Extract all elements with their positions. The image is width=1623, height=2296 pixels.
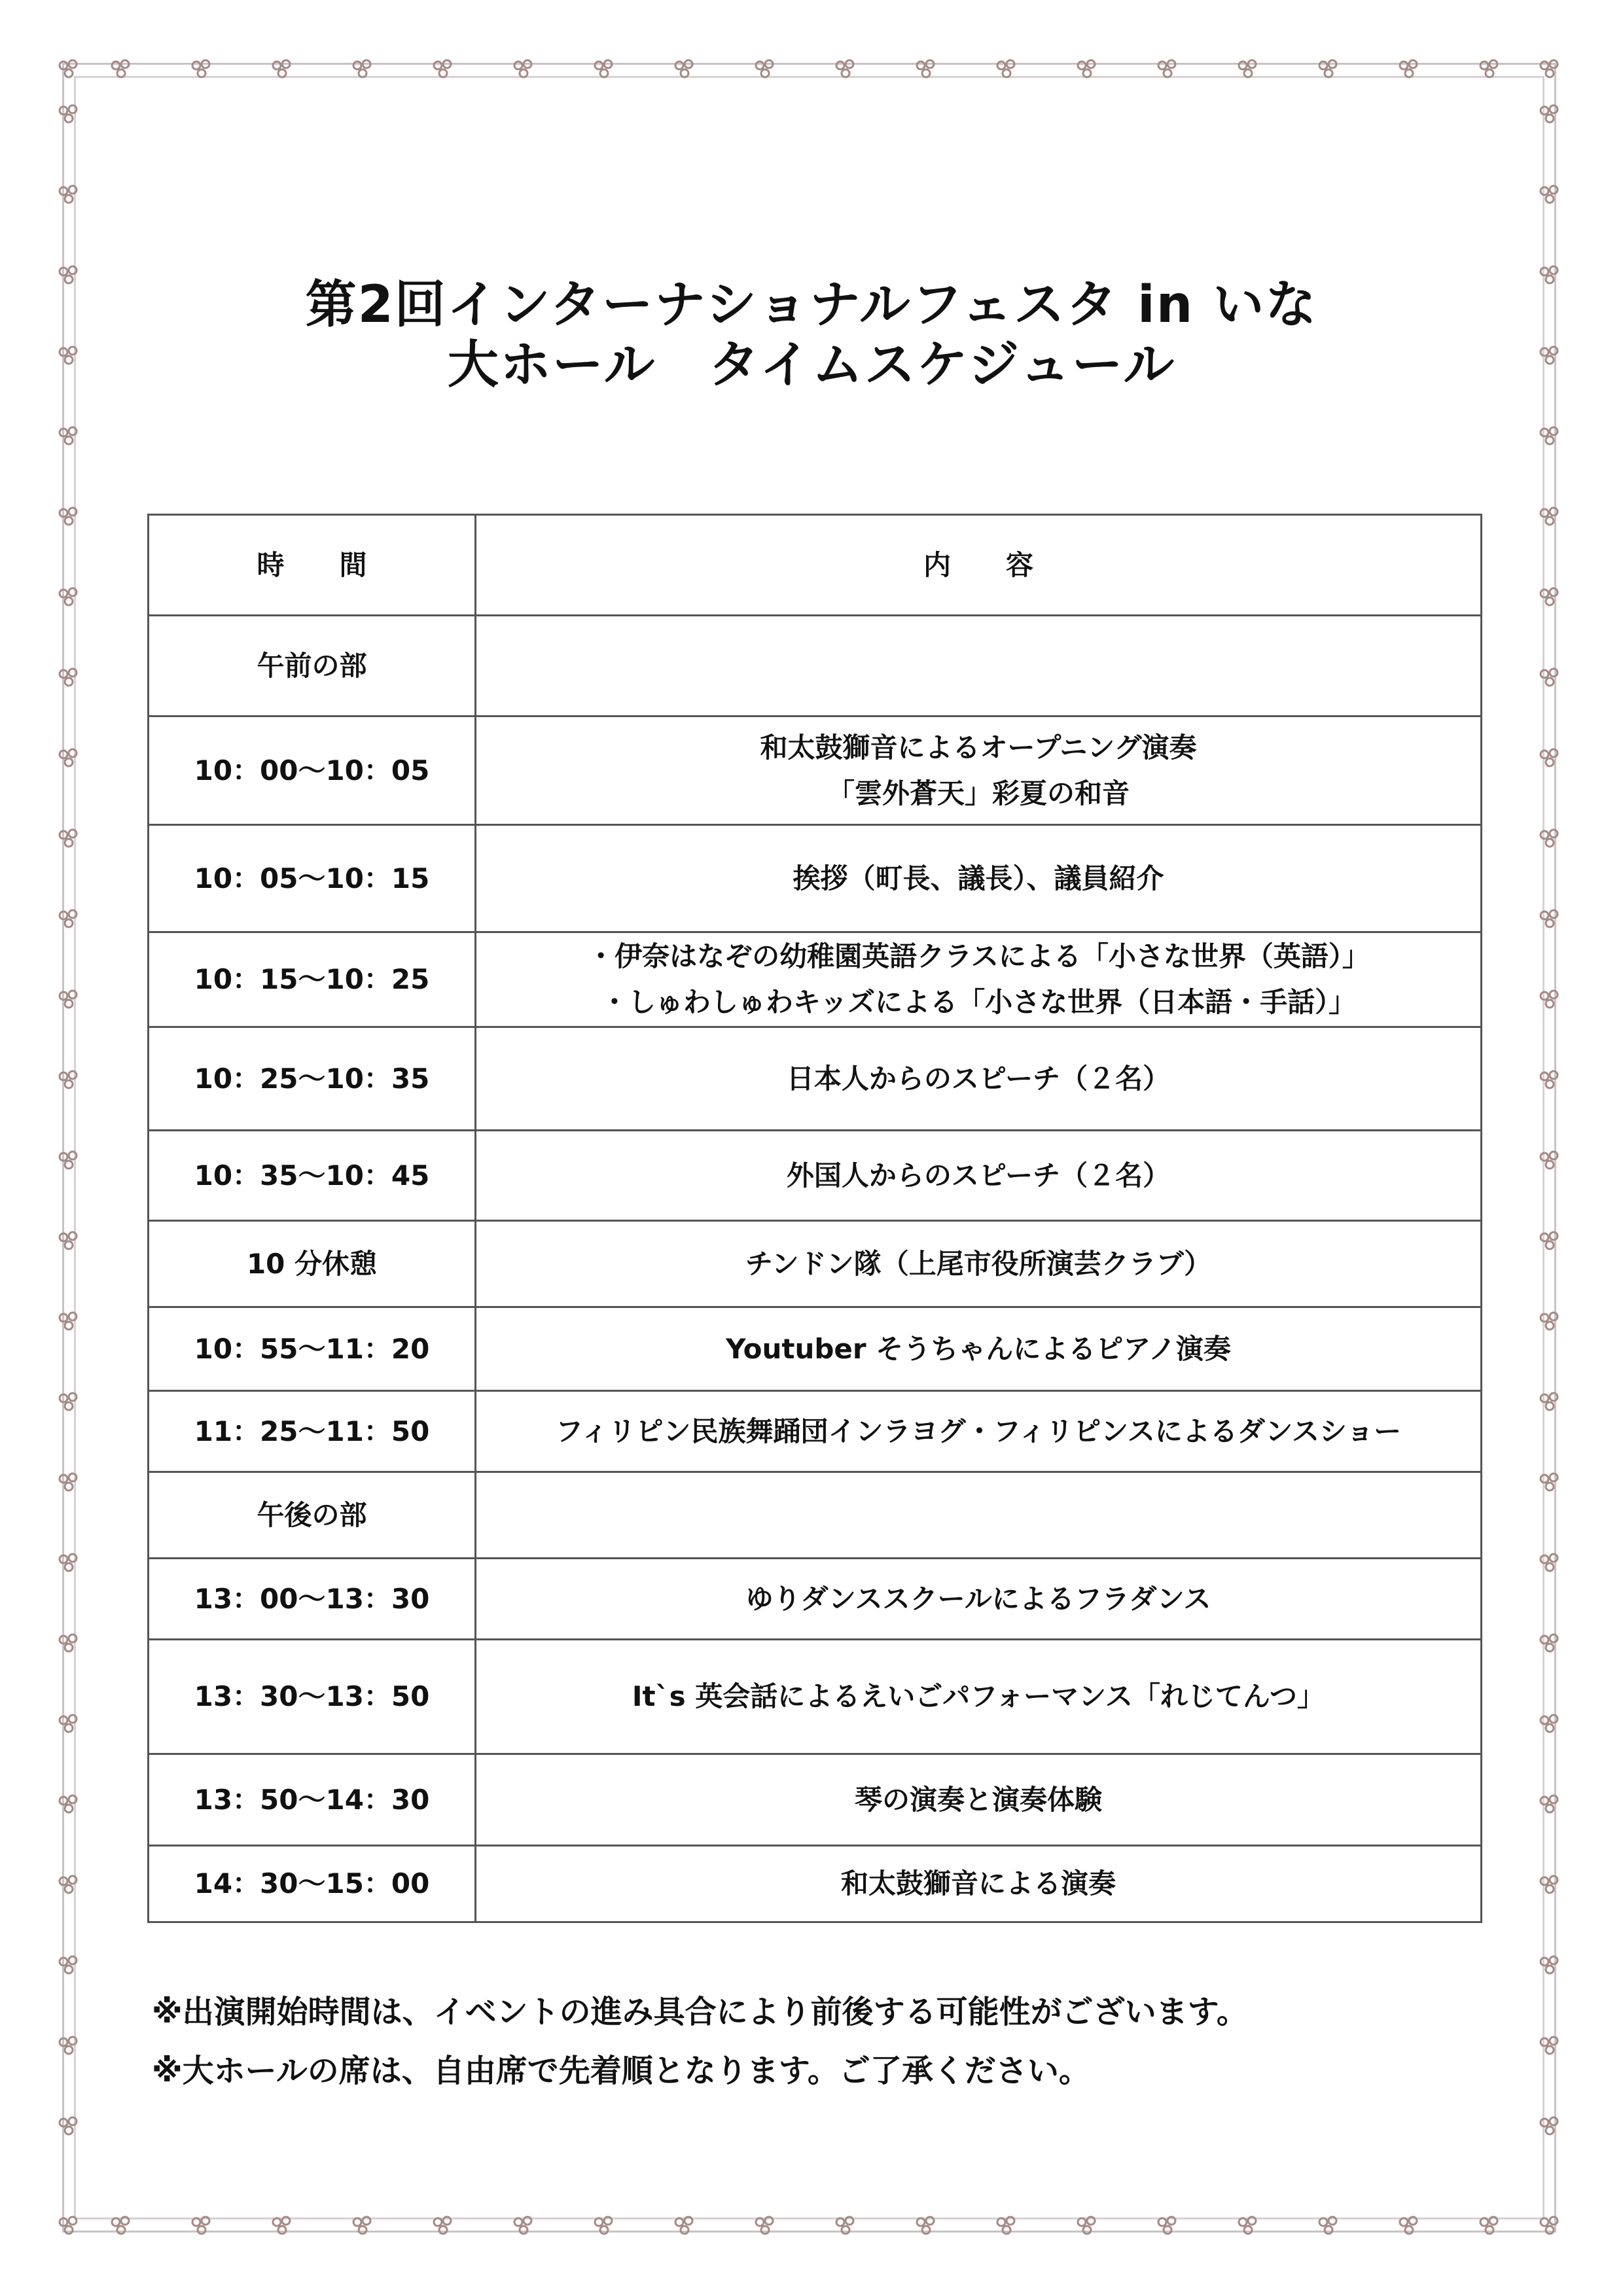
table-row: [149, 1131, 1482, 1221]
row-content: [476, 1221, 1482, 1307]
header-content: 内 容: [476, 515, 1482, 616]
table-row: [149, 1846, 1482, 1922]
row-time: 午後の部: [149, 1472, 476, 1559]
row-time: 14：30～15：00: [149, 1846, 476, 1922]
schedule-table: [147, 514, 1482, 1923]
row-time: 13：30～13：50: [149, 1640, 476, 1754]
table-row: [149, 1027, 1482, 1131]
row-content: [476, 1640, 1482, 1754]
content-line: 日本人からのスピーチ（２名）: [786, 1062, 1171, 1095]
title-line-1: 第2回インターナショナルフェスタ in いな: [305, 275, 1318, 334]
table-row: [149, 1221, 1482, 1307]
row-time: 10：05～10：15: [149, 825, 476, 932]
row-content: [476, 1559, 1482, 1640]
row-content: [476, 1391, 1482, 1472]
table-row: [149, 716, 1482, 825]
table-row: [149, 1307, 1482, 1391]
content-line: 琴の演奏と演奏体験: [854, 1783, 1102, 1816]
row-content: [476, 616, 1482, 716]
row-time: 10：55～11：20: [149, 1307, 476, 1391]
content-line: 和太鼓獅音によるオープニング演奏: [760, 731, 1197, 764]
table-row: [149, 825, 1482, 932]
table-row: [149, 616, 1482, 716]
table-row: [149, 1391, 1482, 1472]
header-row: [149, 515, 1482, 616]
row-content: [476, 716, 1482, 825]
content-line: ・伊奈はなぞの幼稚園英語クラスによる「小さな世界（英語）」: [587, 940, 1370, 972]
content-line: フィリピン民族舞踊団インラヨグ・フィリピンスによるダンスショー: [555, 1415, 1402, 1447]
row-time: 10：25～10：35: [149, 1027, 476, 1131]
row-content: [476, 1027, 1482, 1131]
content-line: ・しゅわしゅわキッズによる「小さな世界（日本語・手話）」: [600, 986, 1357, 1018]
row-time: 13：00～13：30: [149, 1559, 476, 1640]
row-content: [476, 1846, 1482, 1922]
row-time: 10：15～10：25: [149, 932, 476, 1027]
content-line: 挨拶（町長、議長）、議員紹介: [793, 862, 1164, 894]
content-line: 和太鼓獅音による演奏: [840, 1867, 1116, 1899]
row-time: 10：00～10：05: [149, 716, 476, 825]
notes: [152, 1983, 1461, 2100]
row-content: [476, 1131, 1482, 1221]
row-content: [476, 932, 1482, 1027]
content-line: Youtuber そうちゃんによるピアノ演奏: [726, 1332, 1231, 1365]
header-time: 時 間: [149, 515, 476, 616]
content-line: 「雲外蒼天」彩夏の和音: [827, 777, 1130, 809]
content-line: 外国人からのスピーチ（２名）: [786, 1159, 1171, 1192]
row-content: [476, 1472, 1482, 1559]
note-line: ※大ホールの席は、自由席で先着順となります。ご了承ください。: [152, 2053, 1090, 2089]
content-line: チンドン隊（上尾市役所演芸クラブ）: [745, 1247, 1212, 1280]
table-row: [149, 932, 1482, 1027]
row-time: 午前の部: [149, 616, 476, 716]
row-time: 10：35～10：45: [149, 1131, 476, 1221]
table-row: [149, 1640, 1482, 1754]
table-row: [149, 1559, 1482, 1640]
row-content: [476, 1754, 1482, 1846]
content-line: ゆりダンススクールによるフラダンス: [745, 1582, 1211, 1615]
title-line-2: 大ホール タイムスケジュール: [447, 336, 1176, 395]
row-time: 10 分休憩: [149, 1221, 476, 1307]
content-line: It`s 英会話によるえいごパフォーマンス「れじてんつ」: [632, 1680, 1325, 1712]
table-row: [149, 1472, 1482, 1559]
page-title: [0, 275, 1623, 395]
row-time: 11：25～11：50: [149, 1391, 476, 1472]
row-content: [476, 1307, 1482, 1391]
row-content: [476, 825, 1482, 932]
row-time: 13：50～14：30: [149, 1754, 476, 1846]
table-row: [149, 1754, 1482, 1846]
note-line: ※出演開始時間は、イベントの進み具合により前後する可能性がございます。: [152, 1994, 1248, 2030]
